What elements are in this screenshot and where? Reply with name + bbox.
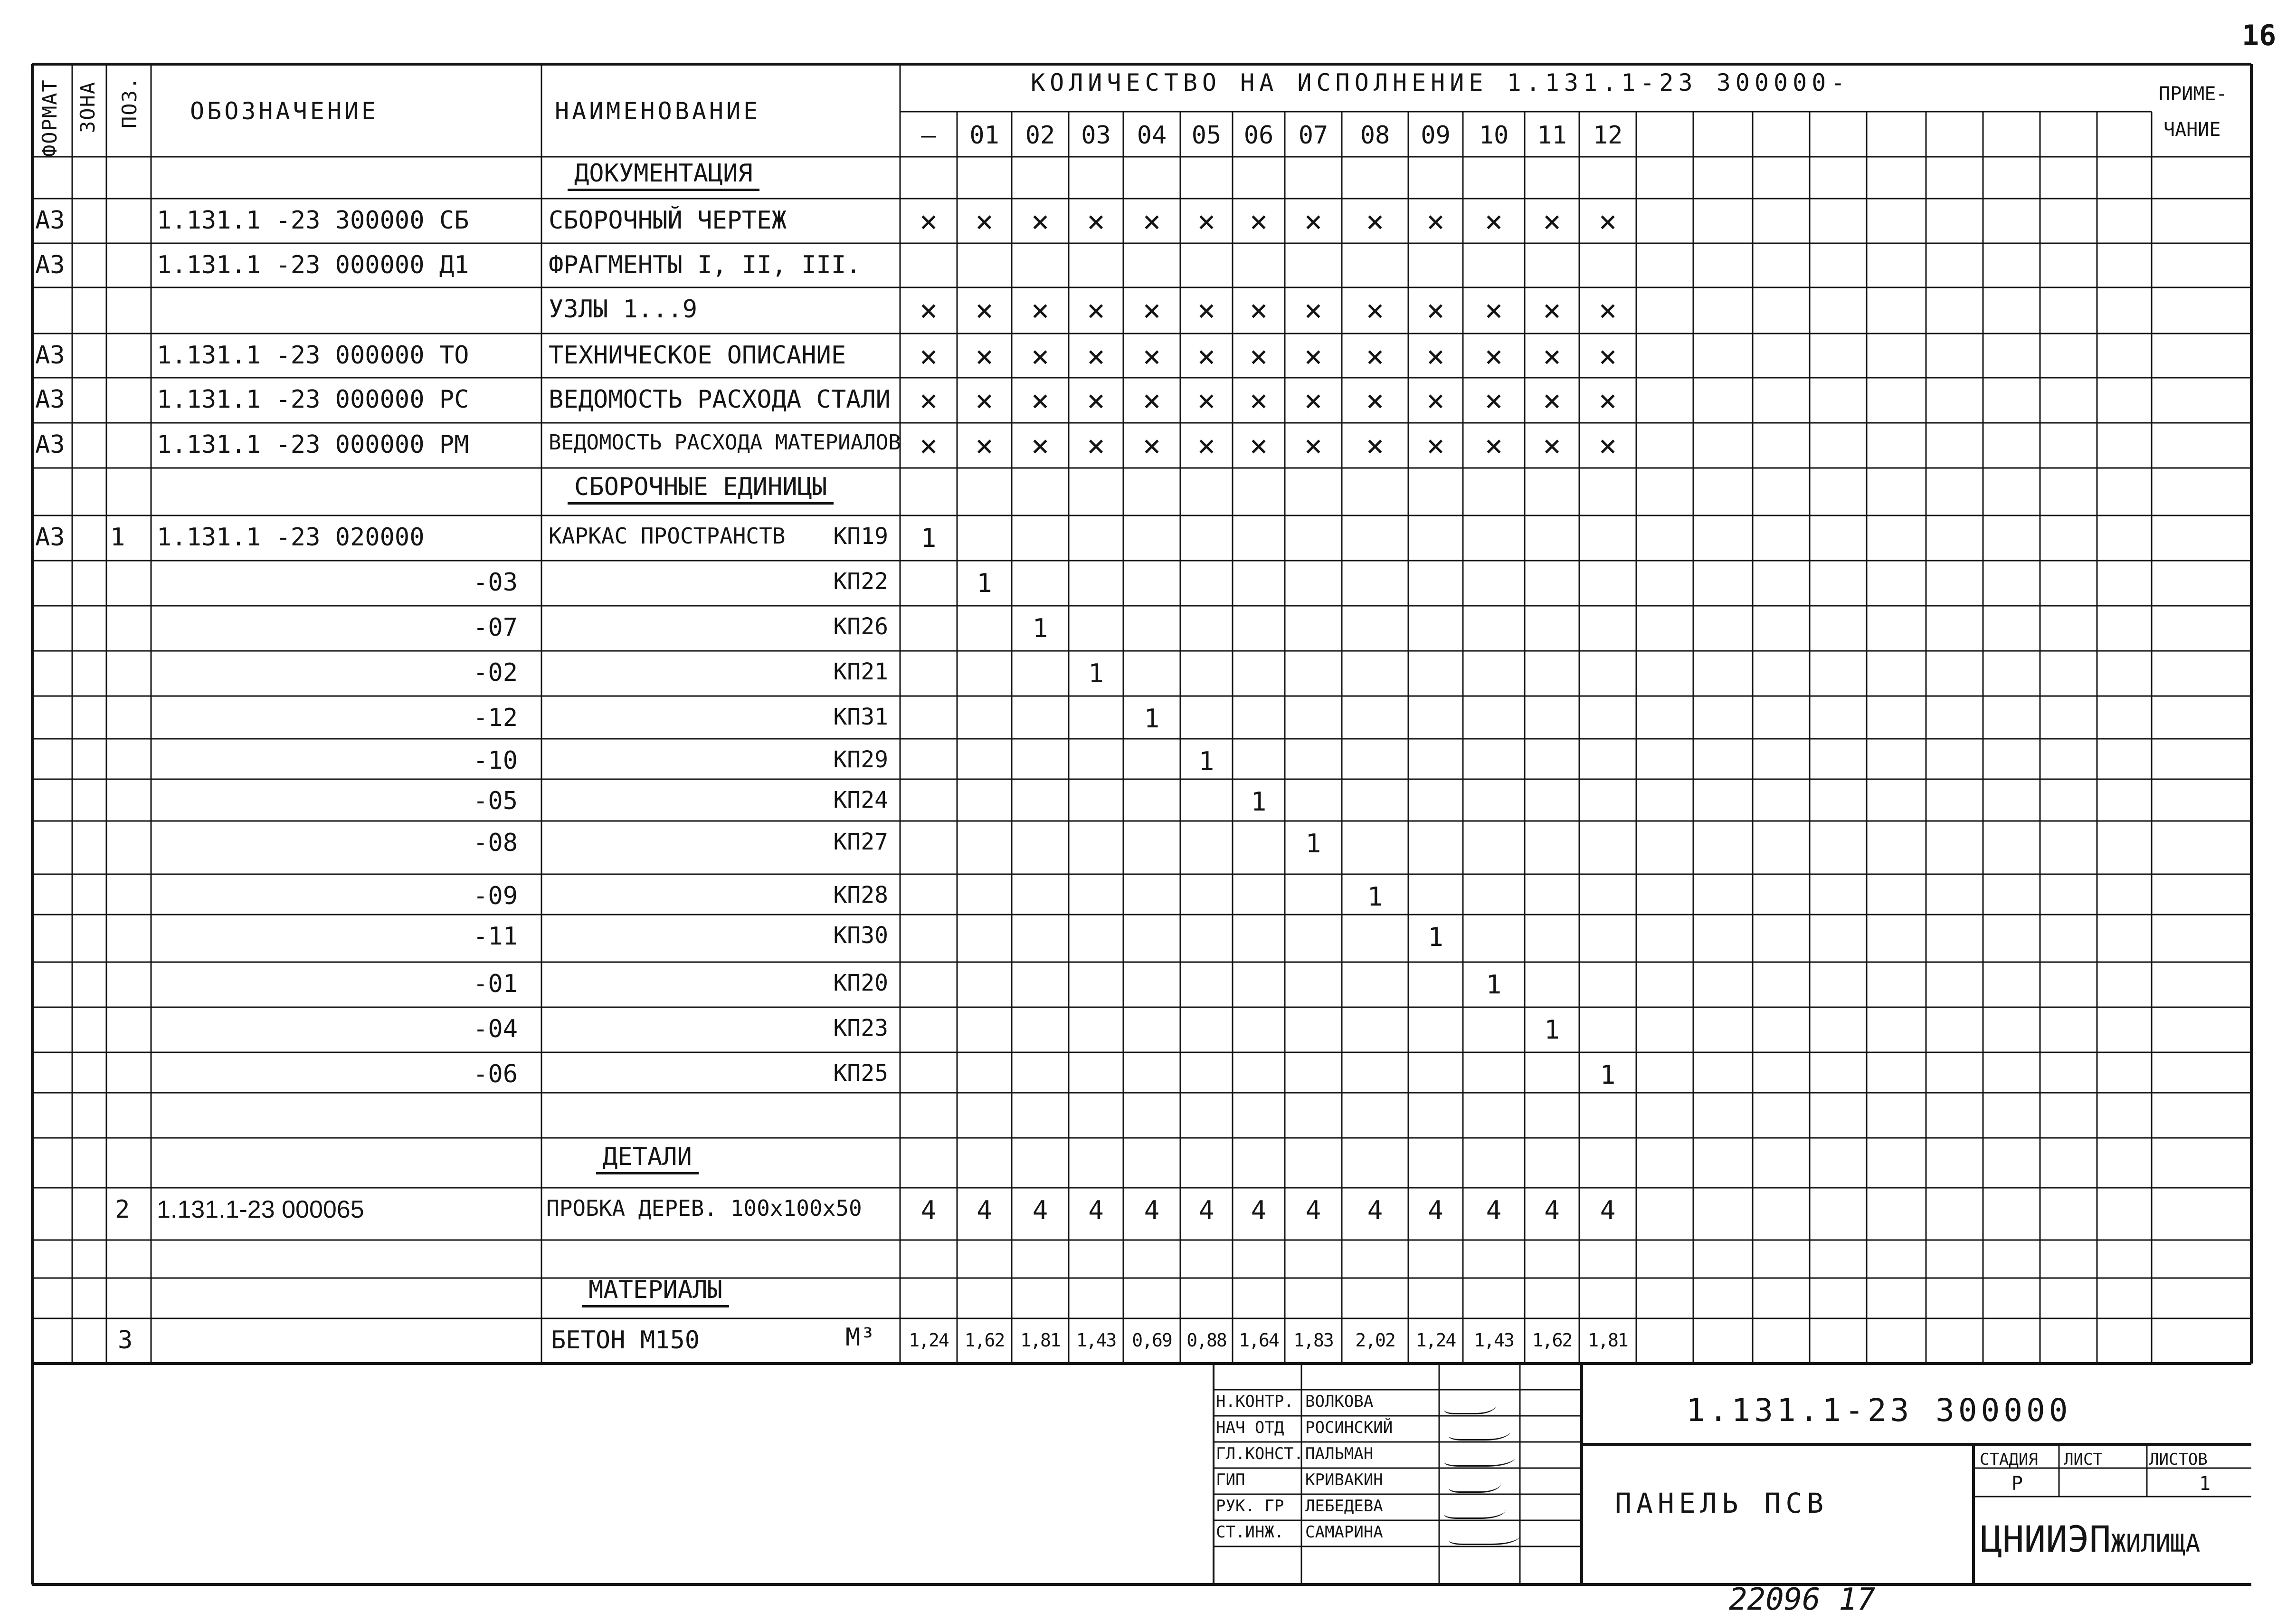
cell-name: ТЕХНИЧЕСКОЕ ОПИСАНИЕ xyxy=(549,341,846,370)
signature-mark xyxy=(1449,1417,1510,1441)
cell-designation: -10 xyxy=(473,746,518,775)
cell-format: А3 xyxy=(35,430,65,459)
cell-mark: × xyxy=(1484,429,1503,464)
stage-label: СТАДИЯ xyxy=(1980,1450,2038,1469)
cell-name: СБОРОЧНЫЙ ЧЕРТЕЖ xyxy=(549,206,787,235)
cell-format: А3 xyxy=(35,341,65,370)
cell-name: ВЕДОМОСТЬ РАСХОДА СТАЛИ xyxy=(549,385,891,414)
cell-mark: × xyxy=(1543,339,1561,374)
cell-mark: × xyxy=(1426,339,1445,374)
cell-mark: × xyxy=(1197,339,1216,374)
signer-name: САМАРИНА xyxy=(1305,1523,1383,1542)
variant-label: 10 xyxy=(1479,121,1509,150)
cell-mark: × xyxy=(1031,339,1050,374)
header-zone: ЗОНА xyxy=(76,81,99,133)
variant-label: 06 xyxy=(1243,121,1274,150)
signer-role: ГИП xyxy=(1216,1470,1245,1489)
cell-mark: × xyxy=(1426,429,1445,464)
cell-mark: × xyxy=(1087,204,1105,239)
cell-mark: × xyxy=(1249,204,1268,239)
variant-label: 07 xyxy=(1298,121,1328,150)
cell-mark: × xyxy=(1031,204,1050,239)
cell-mark: × xyxy=(1484,293,1503,328)
cell-mark: × xyxy=(1304,429,1323,464)
cell-code: КП24 xyxy=(833,787,888,813)
section-materials: МАТЕРИАЛЫ xyxy=(582,1276,729,1307)
cell-qty: 4 xyxy=(1486,1195,1502,1225)
cell-qty: 1,62 xyxy=(1532,1330,1572,1351)
section-assembly-units: СБОРОЧНЫЕ ЕДИНИЦЫ xyxy=(568,473,834,505)
cell-mark: × xyxy=(1304,339,1323,374)
cell-designation: 1.131.1 -23 300000 СБ xyxy=(157,206,469,235)
cell-qty: 4 xyxy=(1600,1195,1616,1225)
cell-mark: × xyxy=(1484,339,1503,374)
cell-qty: 1 xyxy=(1032,613,1048,643)
cell-qty: 4 xyxy=(920,1195,937,1225)
cell-qty: 4 xyxy=(1544,1195,1560,1225)
header-note-1: ПРИМЕ- xyxy=(2159,83,2228,105)
cell-mark: × xyxy=(1197,383,1216,419)
page-number: 16 xyxy=(2242,19,2277,52)
cell-name: ПРОБКА ДЕРЕВ. 100х100х50 xyxy=(546,1195,862,1221)
cell-mark: × xyxy=(1598,293,1617,328)
header-note-2: ЧАНИЕ xyxy=(2163,119,2221,141)
cell-designation: 1.131.1-23 000065 xyxy=(157,1196,364,1223)
signature-mark xyxy=(1444,1496,1506,1519)
cell-mark: × xyxy=(1197,204,1216,239)
variant-label: 11 xyxy=(1537,121,1567,150)
cell-mark: × xyxy=(919,383,938,419)
cell-qty: 1 xyxy=(1144,704,1160,734)
cell-name: ФРАГМЕНТЫ I, II, III. xyxy=(549,251,861,279)
cell-qty: 1 xyxy=(1088,658,1104,688)
cell-qty: 1 xyxy=(1600,1060,1616,1090)
section-details: ДЕТАЛИ xyxy=(596,1143,699,1174)
signer-name: РОСИНСКИЙ xyxy=(1305,1418,1393,1437)
cell-name: КАРКАС ПРОСТРАНСТВ xyxy=(549,523,786,549)
cell-mark: × xyxy=(1087,293,1105,328)
cell-code: КП26 xyxy=(833,613,888,640)
doc-code: 1.131.1-23 300000 xyxy=(1686,1392,2072,1429)
cell-mark: × xyxy=(1197,293,1216,328)
cell-mark: × xyxy=(1426,293,1445,328)
cell-qty: 4 xyxy=(1198,1195,1214,1225)
cell-format: А3 xyxy=(35,523,65,552)
cell-qty: 4 xyxy=(977,1195,992,1225)
cell-mark: × xyxy=(1484,383,1503,419)
cell-pos: 3 xyxy=(118,1326,133,1355)
cell-qty: 2,02 xyxy=(1355,1330,1395,1351)
cell-designation: -05 xyxy=(473,787,518,815)
signer-name: ПАЛЬМАН xyxy=(1305,1444,1374,1463)
variant-label: 08 xyxy=(1360,121,1390,150)
signature-mark xyxy=(1449,1469,1501,1493)
cell-qty: 1 xyxy=(920,523,937,553)
cell-format: А3 xyxy=(35,251,65,279)
cell-mark: × xyxy=(1031,429,1050,464)
variant-label: 02 xyxy=(1025,121,1055,150)
cell-code: КП22 xyxy=(833,568,888,595)
cell-qty: 4 xyxy=(1305,1195,1321,1225)
signature-mark xyxy=(1449,1522,1520,1545)
cell-qty: 4 xyxy=(1144,1195,1160,1225)
signature-mark xyxy=(1444,1443,1515,1467)
cell-qty: 1,81 xyxy=(1020,1330,1060,1351)
cell-qty: 1,62 xyxy=(964,1330,1005,1351)
document-title: ПАНЕЛЬ ПСВ xyxy=(1615,1487,1829,1519)
cell-qty: 4 xyxy=(1428,1195,1443,1225)
cell-designation: -04 xyxy=(473,1015,518,1043)
cell-mark: × xyxy=(1304,204,1323,239)
cell-mark: × xyxy=(1543,383,1561,419)
organization xyxy=(1981,1518,2200,1560)
variant-label: — xyxy=(921,121,936,150)
cell-mark: × xyxy=(1142,204,1161,239)
cell-mark: × xyxy=(1598,204,1617,239)
sheets-label: ЛИСТОВ xyxy=(2149,1450,2208,1469)
cell-code: КП23 xyxy=(833,1015,888,1041)
cell-designation: 1.131.1 -23 020000 xyxy=(157,523,425,552)
cell-designation: 1.131.1 -23 000000 ТО xyxy=(157,341,469,370)
cell-qty: 1,83 xyxy=(1293,1330,1333,1351)
sheets-value: 1 xyxy=(2199,1473,2211,1495)
signer-role: ГЛ.КОНСТ. xyxy=(1216,1444,1304,1463)
variant-label: 03 xyxy=(1081,121,1111,150)
signer-name: ЛЕБЕДЕВА xyxy=(1305,1497,1383,1516)
cell-mark: × xyxy=(1197,429,1216,464)
cell-mark: × xyxy=(1543,293,1561,328)
cell-designation: -06 xyxy=(473,1060,518,1088)
cell-mark: × xyxy=(1543,429,1561,464)
cell-pos: 1 xyxy=(110,523,125,552)
cell-qty: 4 xyxy=(1367,1195,1383,1225)
cell-code: КП28 xyxy=(833,882,888,908)
cell-mark: × xyxy=(1142,339,1161,374)
cell-qty: 1,43 xyxy=(1076,1330,1116,1351)
cell-mark: × xyxy=(975,293,994,328)
cell-qty: 1 xyxy=(1305,829,1321,859)
cell-mark: × xyxy=(1598,429,1617,464)
signer-role: СТ.ИНЖ. xyxy=(1216,1523,1284,1542)
cell-code: КП29 xyxy=(833,746,888,773)
variant-label: 04 xyxy=(1137,121,1167,150)
cell-qty: 1 xyxy=(1428,922,1443,952)
cell-mark: × xyxy=(1249,293,1268,328)
cell-code: КП27 xyxy=(833,829,888,855)
cell-mark: × xyxy=(975,204,994,239)
cell-qty: 1,81 xyxy=(1588,1330,1628,1351)
cell-code: КП25 xyxy=(833,1060,888,1087)
cell-designation: -03 xyxy=(473,568,518,597)
cell-mark: × xyxy=(1426,383,1445,419)
cell-qty: 4 xyxy=(1251,1195,1267,1225)
cell-qty: 0,88 xyxy=(1186,1330,1226,1351)
cell-mark: × xyxy=(1087,339,1105,374)
cell-format: А3 xyxy=(35,206,65,235)
cell-code: КП30 xyxy=(833,922,888,949)
cell-mark: × xyxy=(919,293,938,328)
cell-mark: × xyxy=(919,339,938,374)
cell-pos: 2 xyxy=(115,1195,130,1224)
header-quantity: КОЛИЧЕСТВО НА ИСПОЛНЕНИЕ 1.131.1-23 300000- xyxy=(1031,69,1850,96)
header-designation: ОБОЗНАЧЕНИЕ xyxy=(190,97,379,125)
cell-designation: -07 xyxy=(473,613,518,642)
cell-name: БЕТОН М150 xyxy=(551,1326,700,1355)
cell-mark: × xyxy=(975,429,994,464)
cell-mark: × xyxy=(975,339,994,374)
cell-name: УЗЛЫ 1...9 xyxy=(549,295,698,324)
cell-mark: × xyxy=(1484,204,1503,239)
cell-designation: 1.131.1 -23 000000 РМ xyxy=(157,430,469,459)
cell-mark: × xyxy=(1426,204,1445,239)
variant-label: 09 xyxy=(1421,121,1451,150)
cell-designation: -11 xyxy=(473,922,518,951)
cell-code: КП20 xyxy=(833,970,888,996)
cell-mark: × xyxy=(1249,339,1268,374)
signer-role: Н.КОНТР. xyxy=(1216,1392,1294,1411)
header-pos: ПОЗ. xyxy=(118,76,141,128)
cell-code: КП19 xyxy=(833,523,888,550)
section-documentation: ДОКУМЕНТАЦИЯ xyxy=(568,159,759,191)
cell-mark: × xyxy=(1142,429,1161,464)
cell-qty: 1 xyxy=(1367,882,1383,912)
cell-code: КП21 xyxy=(833,658,888,685)
cell-qty: 1 xyxy=(1486,970,1502,1000)
signer-role: РУК. ГР xyxy=(1216,1497,1284,1516)
cell-name: ВЕДОМОСТЬ РАСХОДА МАТЕРИАЛОВ xyxy=(549,430,901,455)
organization-name: ЦНИИЭП xyxy=(1981,1518,2111,1560)
cell-qty: 1 xyxy=(1198,746,1214,776)
cell-mark: × xyxy=(919,204,938,239)
variant-label: 01 xyxy=(969,121,999,150)
cell-format: А3 xyxy=(35,385,65,414)
cell-mark: × xyxy=(1087,383,1105,419)
cell-qty: 1,64 xyxy=(1239,1330,1279,1351)
cell-designation: -08 xyxy=(473,829,518,857)
cell-designation: 1.131.1 -23 000000 РС xyxy=(157,385,469,414)
cell-mark: × xyxy=(919,429,938,464)
cell-mark: × xyxy=(1598,383,1617,419)
cell-qty: 0,69 xyxy=(1132,1330,1172,1351)
variant-label: 12 xyxy=(1593,121,1623,150)
cell-mark: × xyxy=(1031,293,1050,328)
cell-designation: -01 xyxy=(473,970,518,998)
cell-mark: × xyxy=(1543,204,1561,239)
cell-mark: × xyxy=(1031,383,1050,419)
header-format: ФОРМАТ xyxy=(38,79,61,157)
cell-mark: × xyxy=(975,383,994,419)
cell-mark: × xyxy=(1366,429,1385,464)
stage-value: Р xyxy=(2011,1473,2023,1495)
cell-designation: -09 xyxy=(473,882,518,910)
cell-mark: × xyxy=(1142,293,1161,328)
cell-mark: × xyxy=(1598,339,1617,374)
variant-label: 05 xyxy=(1191,121,1222,150)
cell-mark: × xyxy=(1142,383,1161,419)
cell-mark: × xyxy=(1304,293,1323,328)
signer-name: ВОЛКОВА xyxy=(1305,1392,1374,1411)
cell-qty: 1 xyxy=(1251,787,1267,817)
cell-designation: 1.131.1 -23 000000 Д1 xyxy=(157,251,469,279)
cell-mark: × xyxy=(1304,383,1323,419)
cell-qty: 4 xyxy=(1088,1195,1104,1225)
signer-role: НАЧ ОТД xyxy=(1216,1418,1284,1437)
organization-suffix: ЖИЛИЩА xyxy=(2111,1529,2201,1558)
cell-qty: 1,24 xyxy=(1415,1330,1456,1351)
cell-mark: × xyxy=(1087,429,1105,464)
cell-qty: 1,43 xyxy=(1474,1330,1514,1351)
cell-mark: × xyxy=(1249,383,1268,419)
signer-name: КРИВАКИН xyxy=(1305,1470,1383,1489)
cell-mark: × xyxy=(1366,204,1385,239)
cell-designation: -12 xyxy=(473,704,518,732)
signature-mark xyxy=(1444,1391,1496,1414)
footer-number: 22096 17 xyxy=(1729,1582,1876,1617)
cell-code: КП31 xyxy=(833,704,888,730)
sheet-label: ЛИСТ xyxy=(2064,1450,2103,1469)
cell-qty: 1 xyxy=(1544,1015,1560,1045)
cell-unit: М³ xyxy=(845,1323,875,1352)
cell-mark: × xyxy=(1366,339,1385,374)
header-name: НАИМЕНОВАНИЕ xyxy=(555,97,761,125)
cell-designation: -02 xyxy=(473,658,518,687)
cell-qty: 1 xyxy=(977,568,992,598)
cell-mark: × xyxy=(1249,429,1268,464)
cell-mark: × xyxy=(1366,293,1385,328)
cell-mark: × xyxy=(1366,383,1385,419)
cell-qty: 4 xyxy=(1032,1195,1048,1225)
cell-qty: 1,24 xyxy=(909,1330,949,1351)
